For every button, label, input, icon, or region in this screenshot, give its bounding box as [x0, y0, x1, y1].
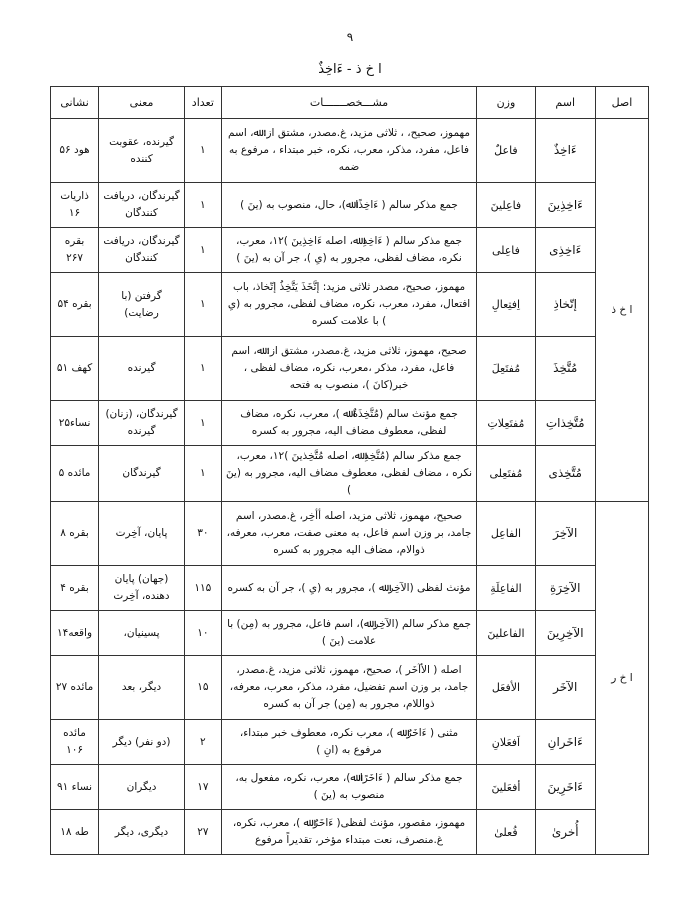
header-meaning: معنی — [99, 87, 185, 119]
description-cell: مهموز، صحیح، مصدر ثلاثی مزید: إتَّخَذَ یَتَّخِذُ إتّخاذ، باب افتعال، مفرد، معرب، نکره، مضاف لفظی، مجرور به (یِ ) با علامت کسره — [221, 273, 477, 337]
word-cell: ءَاخِذٌ — [535, 119, 595, 183]
count-cell: ۱ — [184, 273, 221, 337]
meaning-cell: گرفتن (با رضایت) — [99, 273, 185, 337]
reference-cell: هود ۵۶ — [51, 119, 99, 183]
pattern-cell: الفاعِل — [477, 502, 535, 566]
pattern-cell: مُفتَعِلی — [477, 446, 535, 502]
header-word: اسم — [535, 87, 595, 119]
meaning-cell: گیرندگان — [99, 446, 185, 502]
meaning-cell: (دو نفر) دیگر — [99, 720, 185, 765]
word-cell: مُتَّخِذاتِ — [535, 401, 595, 446]
count-cell: ۱۵ — [184, 656, 221, 720]
description-cell: مثنی ( ءَاخَرُ ﷲ )، معرب نکره، معطوف خبر مبتداء، مرفوع به (انِ ) — [221, 720, 477, 765]
description-cell: جمع مذکر سالم ( ءَاخِذًا ﷲ)، حال، منصوب به (ینَ ) — [221, 183, 477, 228]
meaning-cell: گیرنده، عقوبت کننده — [99, 119, 185, 183]
meaning-cell: گیرنده — [99, 337, 185, 401]
word-cell: الآخَر — [535, 656, 595, 720]
pattern-cell: اَفعَلانِ — [477, 720, 535, 765]
pattern-cell: اِفتِعالِ — [477, 273, 535, 337]
description-cell: جمع مذکر سالم (الآخِر ﷲ)، اسم فاعل، مجرور به (مِن) با علامت (ینَ ) — [221, 611, 477, 656]
reference-cell: بقره ۴ — [51, 566, 99, 611]
description-cell: جمع مذکر سالم ( ءَاخِذِ ﷲ، اصله ءَاخِذِینَ )۱۲، معرب، نکره، مضاف لفظی، مجرور به (یِ )، جر آن به (ینَ ) — [221, 228, 477, 273]
pattern-cell: فاعلٌ — [477, 119, 535, 183]
description-cell: مؤنث لفظی (الآخِر ﷲ )، مجرور به (یِ )، جر آن به کسره — [221, 566, 477, 611]
header-pattern: وزن — [477, 87, 535, 119]
pattern-cell: فاعِلی — [477, 228, 535, 273]
count-cell: ۱ — [184, 401, 221, 446]
reference-cell: مائده ۱۰۶ — [51, 720, 99, 765]
table-row — [51, 810, 649, 855]
count-cell: ۱ — [184, 228, 221, 273]
word-cell: ءَاخِذِی — [535, 228, 595, 273]
word-cell: إتّخاذِ — [535, 273, 595, 337]
header-reference: نشانی — [51, 87, 99, 119]
table-row — [51, 401, 649, 446]
root-cell: ا خ ر — [595, 502, 648, 855]
table-row — [51, 566, 649, 611]
pattern-cell: أفعَلینَ — [477, 765, 535, 810]
description-cell: مهموز، مقصور، مؤنث لفظی( ءَاخَرُ ﷲ )، معرب، نکره، غ.منصرف، نعت مبتداء مؤخر، تقدیراً مرفوع — [221, 810, 477, 855]
reference-cell: مائده ۲۷ — [51, 656, 99, 720]
reference-cell: کهف ۵۱ — [51, 337, 99, 401]
root-cell: ا خ ذ — [595, 119, 648, 502]
table-row — [51, 502, 649, 566]
description-cell: جمع مذکر سالم (مُتَّخِذِ ﷲ، اصله مُتَّخِذینَ )۱۲، معرب، نکره ، مضاف لفظی، معطوف مضاف الیه، مجرور به (ینَ ) — [221, 446, 477, 502]
word-cell: ءَاخَرِینَ — [535, 765, 595, 810]
description-cell: جمع مذکر سالم ( ءَاخَرًا ﷲ)، معرب، نکره، مفعول به، منصوب به (ینَ ) — [221, 765, 477, 810]
count-cell: ۱ — [184, 446, 221, 502]
count-cell: ۲ — [184, 720, 221, 765]
count-cell: ۱۷ — [184, 765, 221, 810]
table-row — [51, 119, 649, 183]
pattern-cell: فُعلىٰ — [477, 810, 535, 855]
word-cell: ءَاخَرانِ — [535, 720, 595, 765]
word-cell: الآخِرِینَ — [535, 611, 595, 656]
word-cell: ءَاخِذِینَ — [535, 183, 595, 228]
pattern-cell: فاعِلینَ — [477, 183, 535, 228]
header-count: تعداد — [184, 87, 221, 119]
meaning-cell: پایان، آخِرت — [99, 502, 185, 566]
pattern-cell: مُفتَعِلاتِ — [477, 401, 535, 446]
meaning-cell: گیرندگان، دریافت کنندگان — [99, 183, 185, 228]
word-cell: مُتَّخِذَ — [535, 337, 595, 401]
header-root: اصل — [595, 87, 648, 119]
count-cell: ۱ — [184, 337, 221, 401]
count-cell: ۱۱۵ — [184, 566, 221, 611]
table-row — [51, 337, 649, 401]
table-row — [51, 611, 649, 656]
pattern-cell: الفاعِلَةِ — [477, 566, 535, 611]
pattern-cell: الأفعَل — [477, 656, 535, 720]
count-cell: ۱ — [184, 119, 221, 183]
reference-cell: ذاریات ۱۶ — [51, 183, 99, 228]
reference-cell: واقعه۱۴ — [51, 611, 99, 656]
meaning-cell: دیگری، دیگر — [99, 810, 185, 855]
reference-cell: بقره ۵۴ — [51, 273, 99, 337]
header-description: مشـــخصـــــــات — [221, 87, 477, 119]
table-row — [51, 765, 649, 810]
pattern-cell: مُفتَعِلَ — [477, 337, 535, 401]
lexicon-table — [50, 86, 649, 855]
description-cell: مهموز، صحیح، ، ثلاثی مزید، غ.مصدر، مشتق از: ﷲ، اسم فاعل، مفرد، مذکر، معرب، نکره، خبر مبتداء ، مرفوع به ضمه — [221, 119, 477, 183]
pattern-cell: الفاعلینَ — [477, 611, 535, 656]
meaning-cell: دیگران — [99, 765, 185, 810]
reference-cell: طه ۱۸ — [51, 810, 99, 855]
count-cell: ۲۷ — [184, 810, 221, 855]
word-cell: الآخِرَ — [535, 502, 595, 566]
word-cell: أُخرىٰ — [535, 810, 595, 855]
description-cell: اصله ( الأآخَر )، صحیح، مهموز، ثلاثی مزید، غ.مصدر، جامد، بر وزن اسم تفضیل، مفرد، مذکر، معرب، معرفه، ذواللام، مجرور به (مِن) جر آن به کسره — [221, 656, 477, 720]
table-row — [51, 183, 649, 228]
reference-cell: مائده ۵ — [51, 446, 99, 502]
count-cell: ۱ — [184, 183, 221, 228]
description-cell: صحیح، مهموز، ثلاثی مزید، غ.مصدر، مشتق از: ﷲ، اسم فاعل، مفرد، مذکر ،معرب، نکره، مضاف لفظی ، خبر(کانَ )، منصوب به فتحه — [221, 337, 477, 401]
description-cell: جمع مؤنث سالم (مُتَّخِذَةٌ ﷲ )، معرب، نکره، مضاف لفظی، معطوف مضاف الیه، مجرور به کسره — [221, 401, 477, 446]
reference-cell: نساء۲۵ — [51, 401, 99, 446]
page-number: ۹ — [346, 30, 354, 44]
count-cell: ۱۰ — [184, 611, 221, 656]
meaning-cell: دیگر، بعد — [99, 656, 185, 720]
description-cell: صحیح، مهموز، ثلاثی مزید، اصله أأخِر، غ.مصدر، اسم جامد، بر وزن اسم فاعل، به معنی صفت، معرب، معرفه، ذوالام، مضاف الیه مجرور به کسره — [221, 502, 477, 566]
meaning-cell: گیرندگان، (زنان) گیرنده — [99, 401, 185, 446]
reference-cell: نساء ۹۱ — [51, 765, 99, 810]
meaning-cell: (جهان) پایان دهنده، آخِرت — [99, 566, 185, 611]
document-heading: ا خ ذ - ءَاخِذٌ — [318, 62, 382, 77]
table-row — [51, 720, 649, 765]
count-cell: ۳۰ — [184, 502, 221, 566]
meaning-cell: پسینیان، — [99, 611, 185, 656]
table-body — [51, 119, 649, 855]
table-row — [51, 446, 649, 502]
word-cell: الآخِرَةِ — [535, 566, 595, 611]
meaning-cell: گیرندگان، دریافت کنندگان — [99, 228, 185, 273]
table-header-row — [51, 87, 649, 119]
reference-cell: بقره ۸ — [51, 502, 99, 566]
word-cell: مُتَّخِذی — [535, 446, 595, 502]
reference-cell: بقره ۲۶۷ — [51, 228, 99, 273]
table-row — [51, 228, 649, 273]
table-row — [51, 273, 649, 337]
table-row — [51, 656, 649, 720]
